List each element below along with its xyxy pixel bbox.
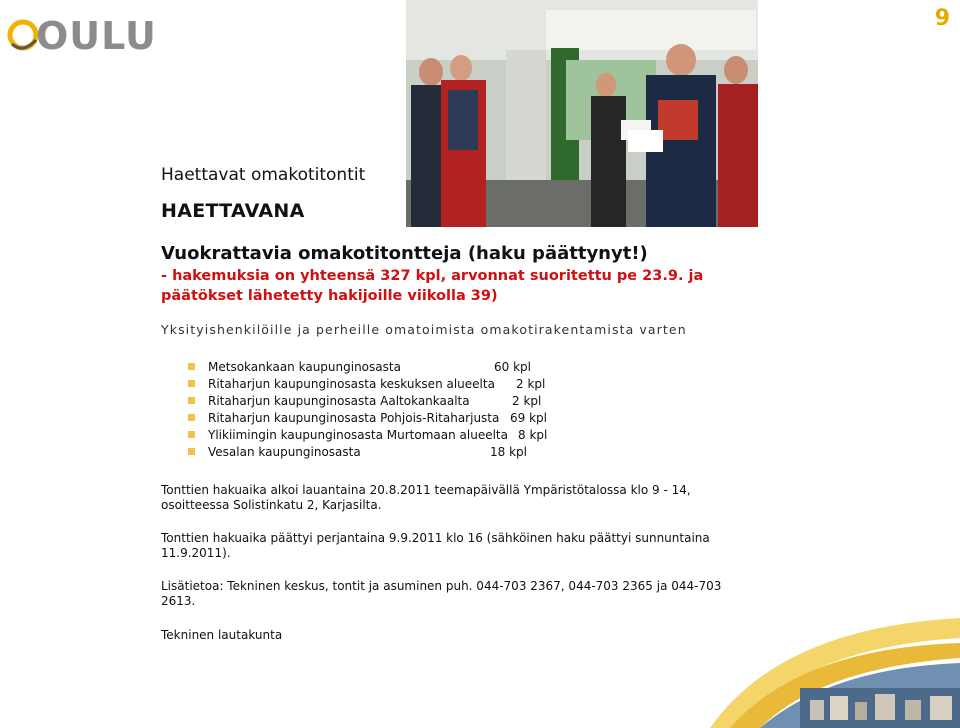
plot-count: 60 kpl (494, 360, 531, 374)
plot-count: 2 kpl (512, 394, 542, 408)
exhibition-photo-image (406, 0, 758, 227)
bullet-icon (188, 414, 195, 421)
plot-count: 18 kpl (490, 445, 527, 459)
bullet-icon (188, 397, 195, 404)
exhibition-photo (406, 0, 758, 227)
page-number: 9 (934, 6, 950, 31)
plot-count: 2 kpl (516, 377, 546, 391)
plot-area-name: Ylikiimingin kaupunginosasta Murtomaan alueelta (208, 428, 508, 442)
application-notice: - hakemuksia on yhteensä 327 kpl, arvonnat suoritettu pe 23.9. ja päätökset lähetetty hakijoille viikolla 39) (161, 268, 704, 304)
signature-text: Tekninen lautakunta (161, 628, 283, 642)
logo-text: OULU (36, 14, 157, 58)
application-end-text: Tonttien hakuaika päättyi perjantaina 9.9.2011 klo 16 (sähköinen haku päättyi sunnuntaina 11.9.2011). (161, 531, 710, 560)
intro-text: Yksityishenkilöille ja perheille omatoimista omakotirakentamista varten (161, 322, 687, 337)
bullet-icon (188, 448, 195, 455)
oulu-logo (6, 12, 157, 60)
plot-area-name: Ritaharjun kaupunginosasta keskuksen alueelta (208, 377, 495, 391)
decorative-swirl-icon (710, 608, 960, 728)
plot-area-name: Metsokankaan kaupunginosasta (208, 360, 401, 374)
section-heading: Vuokrattavia omakotitontteja (haku päättynyt!) (161, 243, 648, 264)
plot-count: 8 kpl (518, 428, 548, 442)
bullet-icon (188, 380, 195, 387)
application-start-text: Tonttien hakuaika alkoi lauantaina 20.8.2011 teemapäivällä Ympäristötalossa klo 9 - 14, osoitteessa Solistinkatu 2, Karjasilta. (161, 483, 691, 512)
logo-ring-icon (6, 18, 40, 52)
plot-area-name: Vesalan kaupunginosasta (208, 445, 361, 459)
plot-area-name: Ritaharjun kaupunginosasta Pohjois-Ritaharjusta (208, 411, 500, 425)
page-title: HAETTAVANA (161, 200, 305, 222)
plot-area-name: Ritaharjun kaupunginosasta Aaltokankaalta (208, 394, 470, 408)
plot-count: 69 kpl (510, 411, 547, 425)
page-subtitle: Haettavat omakotitontit (161, 165, 366, 185)
bullet-icon (188, 431, 195, 438)
contact-info-text: Lisätietoa: Tekninen keskus, tontit ja asuminen puh. 044-703 2367, 044-703 2365 ja 044-703 2613. (161, 579, 722, 608)
bullet-icon (188, 363, 195, 370)
